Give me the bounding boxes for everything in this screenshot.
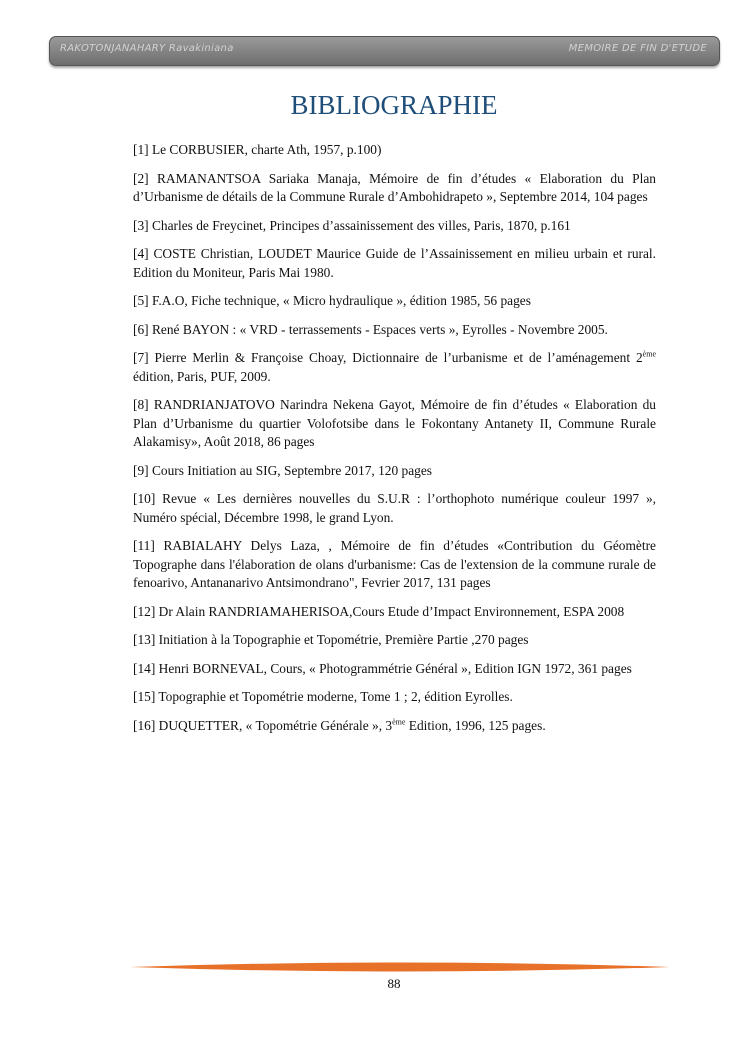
entry-text: [7] Pierre Merlin & Françoise Choay, Dictionnaire de l’urbanisme et de l’aménagement 2 bbox=[133, 350, 643, 365]
bibliography-entry: [1] Le CORBUSIER, charte Ath, 1957, p.100) bbox=[133, 142, 382, 157]
bibliography-entry: [6] René BAYON : « VRD - terrassements - Espaces verts », Eyrolles - Novembre 2005. bbox=[133, 321, 608, 337]
superscript: ème bbox=[392, 717, 406, 727]
bibliography-entry: [4] COSTE Christian, LOUDET Maurice Guide de l’Assainissement en milieu urbain et rural. Edition du Moniteur, Paris Mai 1980. bbox=[133, 246, 656, 280]
bibliography-entry: [3] Charles de Freycinet, Principes d’assainissement des villes, Paris, 1870, p.161 bbox=[133, 217, 571, 233]
page-title: BIBLIOGRAPHIE bbox=[290, 90, 498, 120]
header-author: RAKOTONJANAHARY Ravakiniana bbox=[60, 43, 234, 54]
bibliography-entry: [15] Topographie et Topométrie moderne, Tome 1 ; 2, édition Eyrolles. bbox=[133, 689, 513, 704]
bibliography-entry bbox=[133, 717, 656, 736]
bibliography-entry: [2] RAMANANTSOA Sariaka Manaja, Mémoire de fin d’études « Elaboration du Plan d’Urbanisme de détails de la Commune Rurale d’Ambohidrapeto », Septembre 2014, 104 pages bbox=[133, 170, 656, 204]
bibliography-entry: [13] Initiation à la Topographie et Topométrie, Première Partie ,270 pages bbox=[133, 632, 529, 647]
bibliography-list bbox=[133, 141, 656, 745]
superscript: ème bbox=[642, 349, 656, 359]
entry-text: Edition, 1996, 125 pages. bbox=[405, 717, 546, 733]
bibliography-entry: [14] Henri BORNEVAL, Cours, « Photogrammétrie Général », Edition IGN 1972, 361 pages bbox=[133, 660, 632, 676]
entry-text: édition, Paris, PUF, 2009. bbox=[133, 368, 271, 384]
header-title: MEMOIRE DE FIN D'ETUDE bbox=[568, 43, 707, 54]
bibliography-entry: [9] Cours Initiation au SIG, Septembre 2017, 120 pages bbox=[133, 462, 433, 478]
bibliography-entry: [10] Revue « Les dernières nouvelles du S.U.R : l’orthophoto numérique couleur 1997 », Numéro spécial, Décembre 1998, le grand Lyon. bbox=[133, 491, 656, 525]
bibliography-entry: [11] RABIALAHY Delys Laza, , Mémoire de fin d’études «Contribution du Géomètre Topographe dans l'élaboration de olans d'urbanisme: Cas de l'extension de la commune rurale de fenoarivo, Antananarivo Antsimondrano", Fevrier 2017, 131 pages bbox=[133, 538, 656, 590]
bibliography-entry: [5] F.A.O, Fiche technique, « Micro hydraulique », édition 1985, 56 pages bbox=[133, 293, 531, 308]
bibliography-entry bbox=[133, 349, 656, 386]
entry-text: [16] DUQUETTER, « Topométrie Générale », 3 bbox=[133, 717, 393, 733]
bibliography-entry: [8] RANDRIANJATOVO Narindra Nekena Gayot, Mémoire de fin d’études « Elaboration du Plan d’Urbanisme du quartier Volofotsibe dans le Fokontany Antanety II, Commune Rurale Alakamisy», Août 2018, 86 pages bbox=[133, 397, 656, 449]
page-number: 88 bbox=[387, 976, 401, 991]
footer-decorative-line bbox=[130, 960, 670, 974]
running-header bbox=[49, 36, 720, 66]
bibliography-entry: [12] Dr Alain RANDRIAMAHERISOA,Cours Etude d’Impact Environnement, ESPA 2008 bbox=[133, 603, 625, 619]
